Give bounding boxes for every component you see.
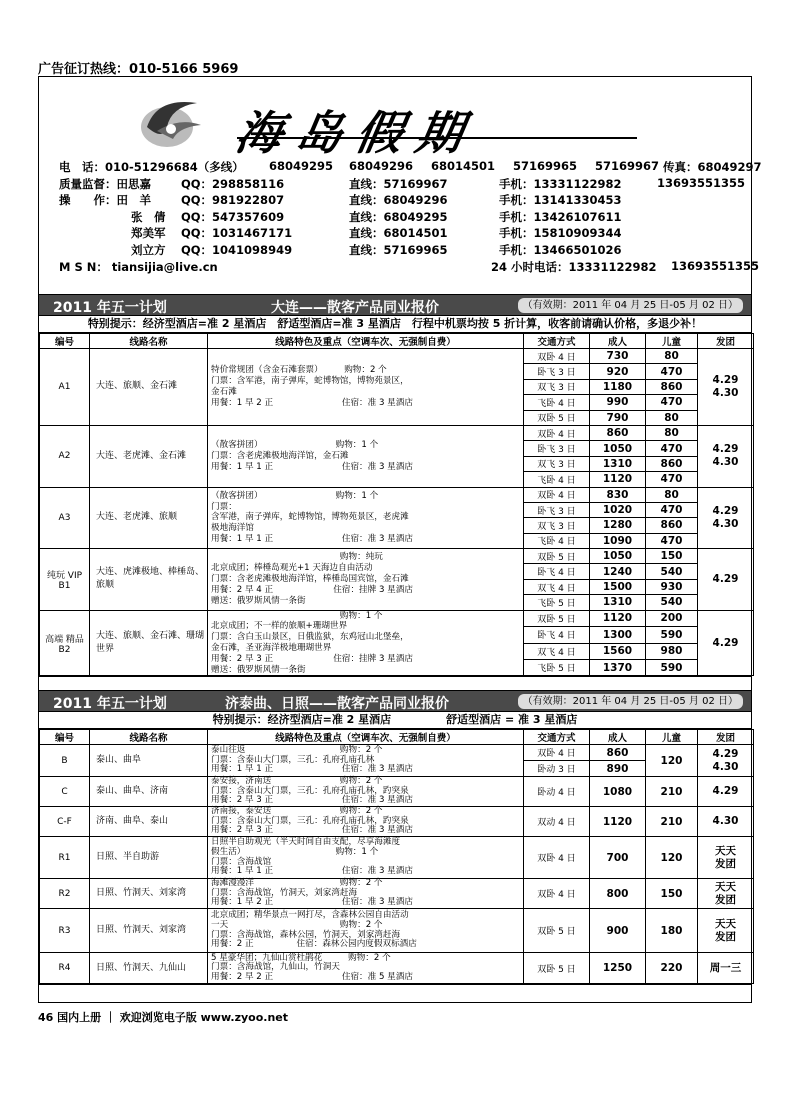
logo	[127, 83, 647, 165]
route-code: 纯玩 VIP B1	[40, 549, 90, 611]
feature-line: 门票：含军港，南子弹库，蛇博物馆，博物苑景区，	[211, 376, 409, 387]
feature-line: 门票：含海战馆，九仙山，竹洞天	[211, 962, 340, 973]
child-price: 860	[646, 379, 698, 394]
child-price: 470	[646, 472, 698, 487]
child-price: 210	[646, 777, 698, 807]
departure-dates	[698, 549, 754, 611]
child-price: 470	[646, 364, 698, 379]
transport: 卧动 4 日	[524, 777, 590, 807]
staff-qq: QQ：547357609	[181, 209, 285, 224]
feature-line: 用餐：1 早 2 正 住宿：准 3 星酒店	[211, 897, 413, 908]
price-table	[39, 333, 754, 676]
phone-label: 电 话：010-51296684（多线）	[59, 160, 244, 174]
feature-line: 门票：含海战馆，森林公园，竹洞天，刘家湾赶海	[211, 929, 401, 940]
departure-date: 天天	[715, 880, 736, 893]
adult-price: 1310	[590, 456, 646, 471]
feature-line: 金石滩，圣亚海洋极地珊瑚世界	[211, 643, 332, 654]
feature-line: 用餐：2 早 4 正 住宿：挂牌 3 星酒店	[211, 584, 413, 595]
column-header: 儿童	[646, 730, 698, 745]
departure-date: 4.30	[712, 517, 739, 530]
route-code: C	[40, 777, 90, 807]
route-features	[208, 807, 524, 837]
departure-date: 4.30	[712, 456, 739, 469]
staff-direct: 直线：57169965	[349, 242, 448, 257]
child-price: 80	[646, 410, 698, 425]
adult-price: 1560	[590, 643, 646, 659]
feature-line: 北京成团；不一样的旅顺+珊瑚世界	[211, 621, 348, 632]
phone-number: 68049295	[269, 159, 334, 173]
transport: 双飞 4 日	[524, 579, 590, 594]
table-row	[40, 610, 754, 626]
transport: 卧飞 3 日	[524, 502, 590, 517]
fax: 传真：68049297	[663, 160, 762, 174]
adult-price: 1240	[590, 564, 646, 579]
child-price: 470	[646, 502, 698, 517]
feature-line: 门票：含海战馆	[211, 856, 272, 867]
adult-price: 700	[590, 837, 646, 879]
feature-line: 金石滩	[211, 386, 237, 397]
section-validity: （有效期：2011 年 04 月 25 日-05 月 02 日）	[518, 298, 743, 313]
departure-dates	[698, 487, 754, 549]
transport: 卧飞 3 日	[524, 364, 590, 379]
transport: 飞卧 4 日	[524, 533, 590, 548]
feature-line: 泰安接，济南送 购物：2 个	[211, 776, 383, 787]
route-features	[208, 425, 524, 487]
feature-line: 用餐：1 早 2 正 住宿：准 3 星酒店	[211, 397, 413, 408]
child-price: 980	[646, 643, 698, 659]
phone-row	[59, 159, 762, 176]
table-row	[40, 909, 754, 953]
transport: 飞卧 5 日	[524, 659, 590, 675]
adult-price: 1050	[590, 441, 646, 456]
feature-line: 门票：含泰山大门票，三孔：孔府孔庙孔林，趵突泉	[211, 815, 409, 826]
adult-price: 990	[590, 395, 646, 410]
child-price: 80	[646, 487, 698, 502]
route-code: A2	[40, 425, 90, 487]
transport: 双卧 5 日	[524, 549, 590, 564]
feature-line: 假生活） 购物：1 个	[211, 846, 379, 857]
adult-price: 1280	[590, 518, 646, 533]
transport: 双卧 5 日	[524, 953, 590, 984]
staff-mobile: 手机：13426107611	[499, 209, 622, 224]
phone-number: 57169965	[513, 159, 578, 173]
feature-line: 赠送：俄罗斯风情一条街	[211, 664, 306, 675]
departure-date: 4.29	[712, 747, 739, 760]
staff-role: 郑美军	[131, 226, 166, 241]
feature-line: 极地海洋馆	[211, 523, 254, 534]
child-price: 180	[646, 909, 698, 953]
dalian-price-section	[38, 294, 752, 677]
logo-text: 海岛假期	[231, 106, 482, 160]
feature-line: 北京成团；棒棰岛观光+1 天海边自由活动	[211, 563, 373, 574]
route-name: 大连、老虎滩、旅顺	[90, 487, 208, 549]
adult-price: 900	[590, 909, 646, 953]
column-header: 线路名称	[90, 730, 208, 745]
route-code: 高端 精品 B2	[40, 610, 90, 676]
transport: 双卧 4 日	[524, 745, 590, 761]
feature-line: 购物：1 个	[211, 610, 383, 621]
transport: 双飞 3 日	[524, 518, 590, 533]
route-features	[208, 487, 524, 549]
table-row	[40, 837, 754, 879]
feature-line: 用餐：1 早 1 正 住宿：准 3 星酒店	[211, 764, 413, 775]
table-row	[40, 425, 754, 440]
transport: 卧动 3 日	[524, 761, 590, 777]
route-code: R1	[40, 837, 90, 879]
route-code: A3	[40, 487, 90, 549]
departure-dates	[698, 610, 754, 676]
route-features	[208, 837, 524, 879]
page-footer: 46 国内上册 ｜ 欢迎浏览电子版 www.zyoo.net	[38, 1011, 289, 1024]
section-title: 济泰曲、日照——散客产品同业报价	[225, 696, 449, 712]
table-row	[40, 953, 754, 984]
transport: 卧飞 4 日	[524, 627, 590, 643]
special-note: 特别提示：经济型酒店=准 2 星酒店 舒适型酒店=准 3 星酒店 行程中机票均按 5 折计算，收客前请确认价格，多退少补！	[39, 316, 751, 333]
route-code: B	[40, 745, 90, 777]
departure-date: 4.30	[712, 815, 739, 827]
staff-mobile: 手机：13141330453	[499, 193, 622, 208]
transport: 双卧 4 日	[524, 487, 590, 502]
adult-price: 1180	[590, 379, 646, 394]
feature-line: 门票：含海战馆，竹洞天，刘家湾赶海	[211, 887, 358, 898]
route-name: 济南、曲阜、泰山	[90, 807, 208, 837]
child-price: 80	[646, 425, 698, 440]
departure-date: 4.29	[712, 572, 739, 585]
route-name: 泰山、曲阜	[90, 745, 208, 777]
child-price: 930	[646, 579, 698, 594]
adult-price: 1120	[590, 472, 646, 487]
column-header: 儿童	[646, 334, 698, 349]
route-code: R3	[40, 909, 90, 953]
departure-date: 发团	[715, 893, 736, 906]
route-features	[208, 909, 524, 953]
transport: 双飞 3 日	[524, 379, 590, 394]
column-header: 发团	[698, 334, 754, 349]
departure-date: 4.29	[712, 443, 739, 456]
feature-line: 含军港，南子弹库，蛇博物馆，博物苑景区，老虎滩	[211, 512, 409, 523]
adult-price: 1050	[590, 549, 646, 564]
route-name: 泰山、曲阜、济南	[90, 777, 208, 807]
staff-direct: 直线：68014501	[349, 226, 448, 241]
column-header: 线路特色及重点（空调车次、无强制自费）	[208, 334, 524, 349]
adult-price: 1020	[590, 502, 646, 517]
transport: 双卧 4 日	[524, 837, 590, 879]
feature-line: 特价常规团（含金石滩套票） 购物：2 个	[211, 365, 387, 376]
route-features	[208, 953, 524, 984]
departure-date: 4.29	[712, 373, 739, 386]
departure-date: 发团	[715, 930, 736, 943]
column-header: 线路名称	[90, 334, 208, 349]
feature-line: 用餐：2 正 住宿：森林公园内度假双标酒店	[211, 939, 417, 950]
adult-price: 800	[590, 879, 646, 909]
child-price: 860	[646, 456, 698, 471]
route-features	[208, 879, 524, 909]
adult-price: 1500	[590, 579, 646, 594]
departure-dates	[698, 879, 754, 909]
staff-role: 张 倩	[131, 209, 166, 224]
feature-line: 用餐：2 早 3 正 住宿：准 3 星酒店	[211, 825, 413, 836]
hotline-24h-2: 13693551355	[671, 258, 760, 273]
staff-mobile2: 13693551355	[657, 175, 746, 190]
route-name: 大连、老虎滩、金石滩	[90, 425, 208, 487]
route-features	[208, 777, 524, 807]
table-row	[40, 487, 754, 502]
swirl-logo-icon	[127, 87, 217, 157]
staff-direct: 直线：68049295	[349, 209, 448, 224]
child-price: 470	[646, 533, 698, 548]
route-features	[208, 349, 524, 426]
departure-dates	[698, 349, 754, 426]
child-price: 590	[646, 627, 698, 643]
staff-mobile: 手机：13466501026	[499, 242, 622, 257]
feature-line: 济南接，泰安送 购物：2 个	[211, 806, 383, 817]
feature-line: （散客拼团） 购物：1 个	[211, 490, 379, 501]
departure-dates	[698, 909, 754, 953]
child-price: 470	[646, 395, 698, 410]
child-price: 540	[646, 564, 698, 579]
transport: 双飞 3 日	[524, 456, 590, 471]
adult-price: 890	[590, 761, 646, 777]
transport: 双动 4 日	[524, 807, 590, 837]
table-row	[40, 549, 754, 564]
feature-line: 日照半自助观光（半天时间自由支配，尽享海滩度	[211, 837, 401, 848]
table-row	[40, 745, 754, 761]
departure-date: 天天	[715, 844, 736, 857]
feature-line: 用餐：1 早 1 正 住宿：准 3 星酒店	[211, 866, 413, 877]
departure-dates	[698, 953, 754, 984]
feature-line: 北京成团；精华景点一网打尽，含森林公园自由活动	[211, 910, 409, 921]
staff-mobile: 手机：13331122982	[499, 176, 622, 191]
transport: 双卧 5 日	[524, 909, 590, 953]
price-table	[39, 729, 754, 984]
staff-mobile: 手机：15810909344	[499, 226, 622, 241]
adult-price: 860	[590, 745, 646, 761]
feature-line: 门票：含泰山大门票，三孔：孔府孔庙孔林，趵突泉	[211, 785, 409, 796]
feature-line: 用餐：2 早 3 正 住宿：挂牌 3 星酒店	[211, 653, 413, 664]
staff-qq: QQ：298858116	[181, 176, 285, 191]
staff-role: 操 作：田 羊	[59, 193, 151, 208]
staff-direct: 直线：68049296	[349, 193, 448, 208]
logo-rule	[237, 137, 637, 139]
feature-line: 用餐：2 早 3 正 住宿：准 3 星酒店	[211, 795, 413, 806]
transport: 卧飞 3 日	[524, 441, 590, 456]
adult-price: 1250	[590, 953, 646, 984]
section-header	[39, 691, 751, 712]
child-price: 80	[646, 349, 698, 364]
child-price: 220	[646, 953, 698, 984]
feature-line: 5 星豪华团；九仙山赏杜鹃花 购物：2 个	[211, 952, 391, 963]
feature-line: 用餐：2 早 2 正 住宿：准 5 星酒店	[211, 971, 413, 982]
adult-price: 790	[590, 410, 646, 425]
transport: 双卧 5 日	[524, 410, 590, 425]
staff-row	[59, 209, 749, 226]
table-row	[40, 879, 754, 909]
adult-price: 1080	[590, 777, 646, 807]
transport: 飞卧 4 日	[524, 472, 590, 487]
section-plan: 2011 年五一计划	[53, 696, 167, 712]
child-price: 470	[646, 441, 698, 456]
departure-dates	[698, 807, 754, 837]
departure-dates	[698, 777, 754, 807]
feature-line: 用餐：1 早 1 正 住宿：准 3 星酒店	[211, 461, 413, 472]
staff-qq: QQ：1041098949	[181, 242, 293, 257]
adult-price: 1090	[590, 533, 646, 548]
column-header: 交通方式	[524, 334, 590, 349]
section-validity: （有效期：2011 年 04 月 25 日-05 月 02 日）	[518, 694, 743, 709]
adult-price: 860	[590, 425, 646, 440]
transport: 双卧 4 日	[524, 879, 590, 909]
child-price: 860	[646, 518, 698, 533]
staff-qq: QQ：981922807	[181, 193, 285, 208]
adult-price: 1120	[590, 610, 646, 626]
column-header: 编号	[40, 334, 90, 349]
child-price: 150	[646, 549, 698, 564]
feature-line: 门票：含泰山大门票，三孔：孔府孔庙孔林	[211, 754, 375, 765]
route-name: 大连、虎滩极地、棒棰岛、旅顺	[90, 549, 208, 611]
transport: 飞卧 5 日	[524, 595, 590, 610]
shandong-price-section	[38, 690, 752, 985]
column-header: 编号	[40, 730, 90, 745]
adult-price: 920	[590, 364, 646, 379]
route-features	[208, 549, 524, 611]
departure-dates	[698, 425, 754, 487]
child-price: 150	[646, 879, 698, 909]
column-header: 成人	[590, 334, 646, 349]
adult-price: 1120	[590, 807, 646, 837]
staff-role: 质量监督：田思嘉	[59, 176, 151, 191]
transport: 卧飞 4 日	[524, 564, 590, 579]
departure-date: 4.29	[712, 636, 739, 649]
child-price: 540	[646, 595, 698, 610]
phone-number: 68049296	[349, 159, 414, 173]
transport: 双卧 5 日	[524, 610, 590, 626]
staff-direct: 直线：57169967	[349, 176, 448, 191]
table-row	[40, 777, 754, 807]
departure-dates	[698, 837, 754, 879]
child-price: 120	[646, 745, 698, 777]
feature-line: 门票：含老虎滩极地海洋馆，棒棰岛国宾馆，金石滩	[211, 573, 409, 584]
feature-line: （散客拼团） 购物：1 个	[211, 440, 379, 451]
adult-price: 1370	[590, 659, 646, 675]
adult-price: 730	[590, 349, 646, 364]
transport: 双卧 4 日	[524, 425, 590, 440]
child-price: 590	[646, 659, 698, 675]
route-name: 日照、半自助游	[90, 837, 208, 879]
route-code: R4	[40, 953, 90, 984]
table-row	[40, 807, 754, 837]
staff-row	[59, 225, 749, 242]
departure-date: 4.30	[712, 760, 739, 773]
contact-block	[59, 159, 762, 275]
route-name: 日照、竹洞天、刘家湾	[90, 879, 208, 909]
staff-row	[59, 242, 749, 259]
column-header: 交通方式	[524, 730, 590, 745]
msn: M S N： tiansijia@live.cn	[59, 259, 218, 274]
route-code: C-F	[40, 807, 90, 837]
feature-line: 门票：含老虎滩极地海洋馆，金石滩	[211, 450, 349, 461]
staff-row	[59, 176, 749, 193]
feature-line: 门票：	[211, 501, 237, 512]
feature-line: 泰山往返 购物：2 个	[211, 745, 383, 756]
route-name: 日照、竹洞天、刘家湾	[90, 909, 208, 953]
feature-line: 门票：含白玉山景区，日俄监狱，东鸡冠山北堡垒，	[211, 632, 409, 643]
adult-price: 830	[590, 487, 646, 502]
feature-line: 一天 购物：2 个	[211, 919, 383, 930]
departure-date: 4.29	[712, 785, 739, 797]
feature-line: 用餐：1 早 1 正 住宿：准 3 星酒店	[211, 533, 413, 544]
phone-number: 68014501	[431, 159, 496, 173]
column-header: 成人	[590, 730, 646, 745]
section-header	[39, 295, 751, 316]
transport: 飞卧 4 日	[524, 395, 590, 410]
phone-number: 57169967	[595, 159, 660, 173]
route-code: A1	[40, 349, 90, 426]
child-price: 200	[646, 610, 698, 626]
hotline-24h: 24 小时电话：13331122982	[491, 259, 657, 274]
transport: 双卧 4 日	[524, 349, 590, 364]
child-price: 210	[646, 807, 698, 837]
departure-date: 发团	[715, 857, 736, 870]
table-row	[40, 349, 754, 364]
feature-line: 赠送：俄罗斯风情一条街	[211, 595, 306, 606]
adult-price: 1300	[590, 627, 646, 643]
column-header: 发团	[698, 730, 754, 745]
feature-line: 海滩漫漫洋 购物：2 个	[211, 878, 383, 889]
staff-row	[59, 192, 749, 209]
route-code: R2	[40, 879, 90, 909]
section-plan: 2011 年五一计划	[53, 300, 167, 316]
adult-price: 1310	[590, 595, 646, 610]
route-name: 大连、旅顺、金石滩	[90, 349, 208, 426]
special-note: 特别提示：经济型酒店=准 2 星酒店 舒适型酒店 = 准 3 星酒店	[39, 712, 751, 729]
route-features	[208, 745, 524, 777]
transport: 双飞 4 日	[524, 643, 590, 659]
departure-date: 4.30	[712, 386, 739, 399]
section-title: 大连——散客产品同业报价	[271, 300, 439, 316]
column-header: 线路特色及重点（空调车次、无强制自费）	[208, 730, 524, 745]
staff-qq: QQ：1031467171	[181, 226, 293, 241]
staff-role: 刘立方	[131, 242, 166, 257]
route-name: 日照、竹洞天、九仙山	[90, 953, 208, 984]
child-price: 120	[646, 837, 698, 879]
feature-line: 购物：纯玩	[211, 552, 383, 563]
departure-date: 4.29	[712, 504, 739, 517]
departure-dates	[698, 745, 754, 777]
route-name: 大连、旅顺、金石滩、珊瑚世界	[90, 610, 208, 676]
ad-hotline: 广告征订热线：010-5166 5969	[38, 62, 239, 77]
route-features	[208, 610, 524, 676]
departure-date: 周一三	[709, 961, 742, 974]
departure-date: 天天	[715, 917, 736, 930]
msn-row	[59, 258, 760, 276]
